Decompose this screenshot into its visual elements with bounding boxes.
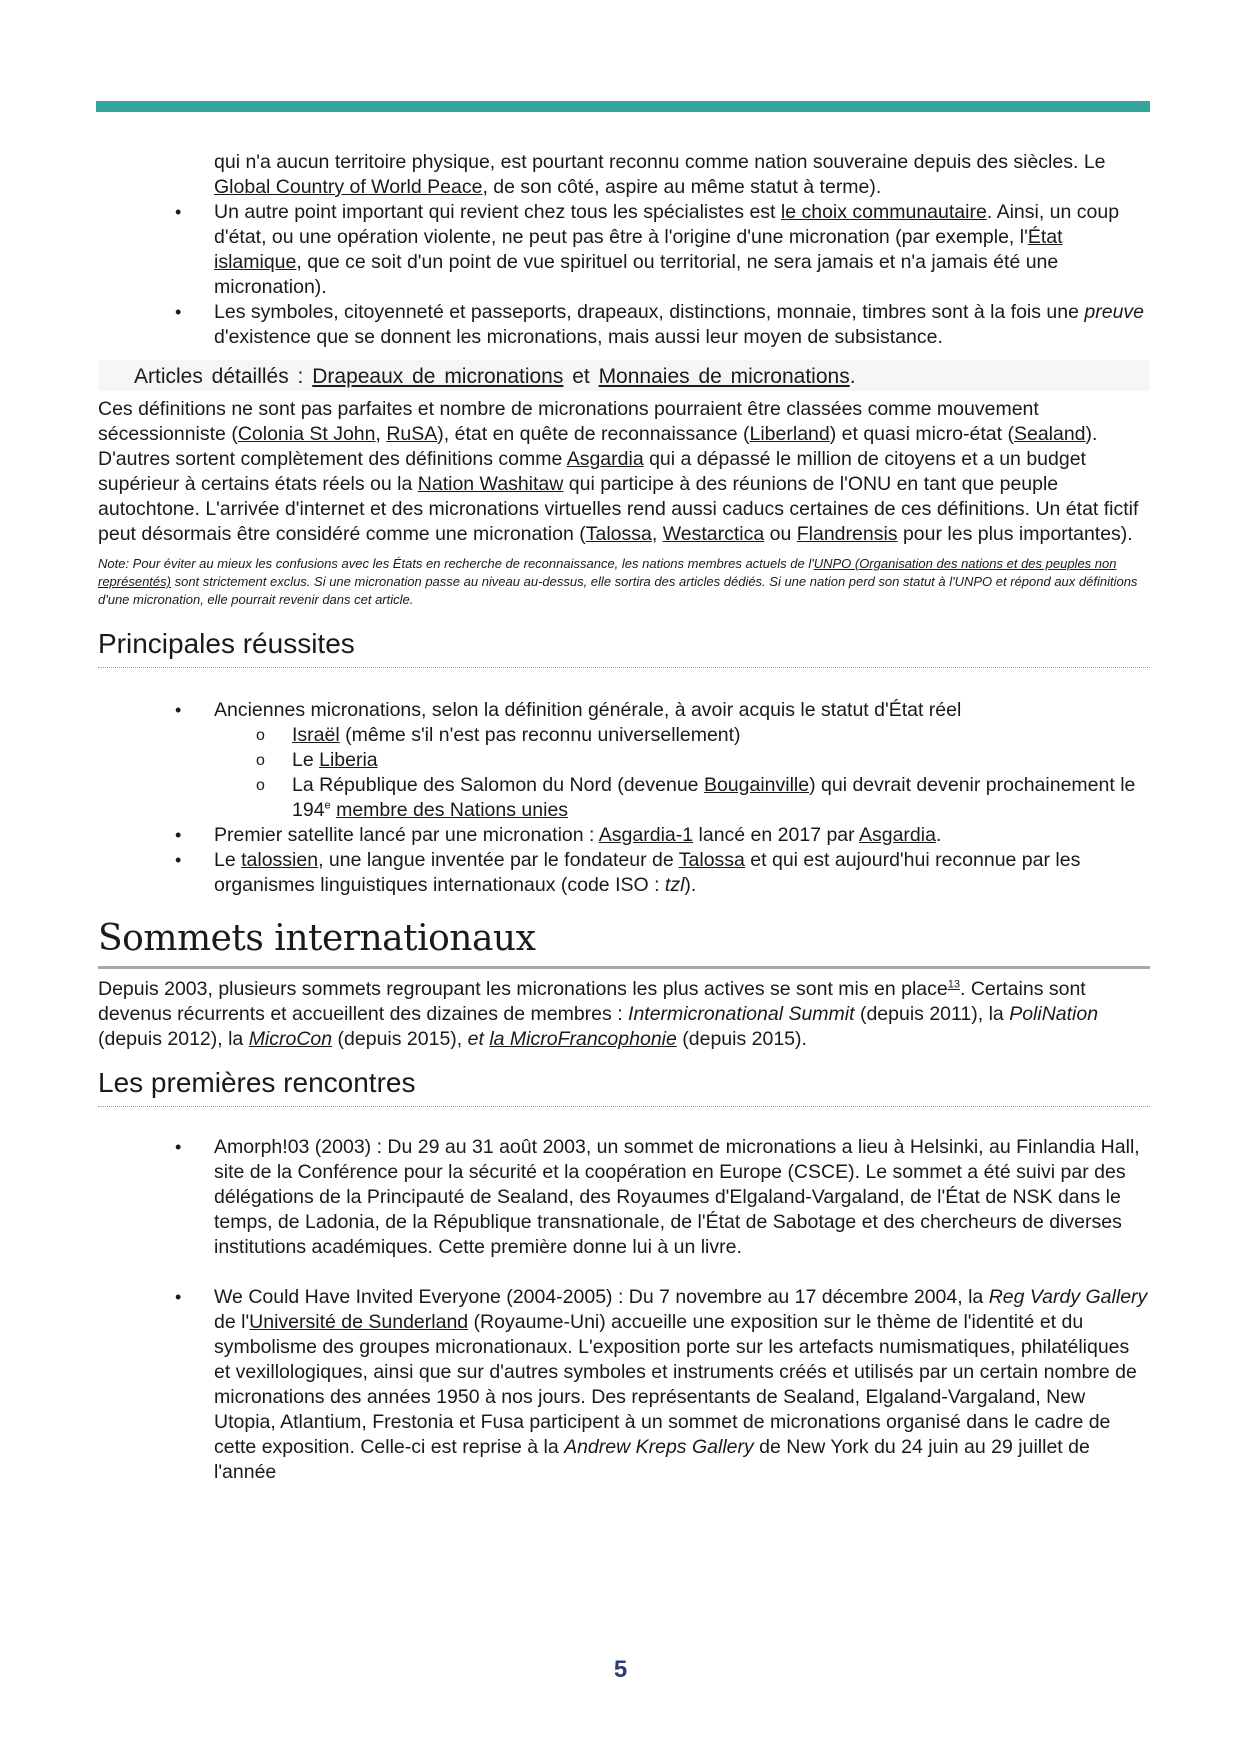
text: sont strictement exclus. Si une micronation passe au niveau au-dessus, elle sortira des articles dédiés. Si une nation perd son statut à l'UNPO et répond aux définitions d'une micronation, elle pourrait revenir dans cet article. — [98, 574, 1138, 607]
text: , que ce soit d'un point de vue spirituel ou territorial, ne sera jamais et n'a jamais été une micronation). — [214, 251, 1059, 298]
heading-sommets-internationaux: Sommets internationaux — [98, 916, 1150, 969]
text: lancé en 2017 par — [693, 824, 859, 846]
successes-list-2 — [98, 823, 1150, 898]
text: ), état en quête de reconnaissance ( — [437, 423, 750, 445]
link-nation-washitaw[interactable]: Nation Washitaw — [417, 473, 564, 495]
footnote-ref[interactable]: 13 — [947, 978, 960, 991]
link-colonia-st-john[interactable]: Colonia St John — [237, 423, 376, 445]
list-item — [178, 748, 1150, 773]
link-rusa[interactable]: RuSA — [386, 423, 438, 445]
text: Le — [214, 849, 242, 871]
text: (depuis 2012), la — [98, 1028, 249, 1050]
text-emphasis: et — [467, 1028, 490, 1050]
text: ou — [764, 523, 797, 545]
text-emphasis: preuve — [1084, 301, 1145, 323]
link-israel[interactable]: Israël — [292, 724, 340, 746]
list-item — [98, 1285, 1150, 1485]
list-item — [98, 150, 1150, 200]
link-talossien[interactable]: talossien — [241, 849, 319, 871]
text: Ces définitions ne sont pas parfaites et nombre de micronations pourraient être classées comme mouvement sécessionniste ( — [98, 398, 1039, 445]
list-item — [178, 723, 1150, 748]
note-paragraph — [98, 555, 1150, 609]
link-talossa[interactable]: Talossa — [678, 849, 745, 871]
heading-premieres-rencontres: Les premières rencontres — [98, 1066, 1150, 1107]
text: de l' — [214, 1311, 250, 1333]
link-bougainville[interactable]: Bougainville — [703, 774, 810, 796]
summits-paragraph — [98, 977, 1150, 1052]
text: (depuis 2011), la — [854, 1003, 1010, 1025]
link-universite-sunderland[interactable]: Université de Sunderland — [249, 1311, 469, 1333]
link-asgardia-1[interactable]: Asgardia-1 — [598, 824, 694, 846]
text: (depuis 2015), — [332, 1028, 468, 1050]
link-sealand[interactable]: Sealand — [1013, 423, 1086, 445]
text: . Certains sont devenus récurrents et accueillent des dizaines de membres : — [98, 978, 1086, 1025]
link-choix-communautaire[interactable]: le choix communautaire — [780, 201, 987, 223]
text: qui a dépassé le million de citoyens et a un budget supérieur à certains états réels ou la — [98, 448, 1086, 495]
detailed-label: Articles détaillés : — [134, 365, 313, 388]
link-membre-nations-unies[interactable]: membre des Nations unies — [336, 799, 569, 821]
text: (depuis 2015). — [676, 1028, 807, 1050]
text: et — [563, 365, 599, 388]
text-emphasis: tzl — [664, 874, 685, 896]
page-content — [98, 150, 1150, 1485]
detailed-articles-box — [98, 360, 1150, 391]
text-emphasis: Reg Vardy Gallery — [988, 1286, 1148, 1308]
list-item — [98, 200, 1150, 300]
text: Les symboles, citoyenneté et passeports, drapeaux, distinctions, monnaie, timbres sont à la fois une — [214, 301, 1085, 323]
text: d'existence que se donnent les micronations, mais aussi leur moyen de subsistance. — [214, 326, 943, 348]
link-westarctica[interactable]: Westarctica — [662, 523, 765, 545]
intro-list — [98, 150, 1150, 200]
text: Anciennes micronations, selon la définition générale, à avoir acquis le statut d'État réel — [214, 699, 962, 721]
text: de New York du 24 juin au 29 juillet de l'année — [214, 1436, 1090, 1483]
heading-principales-reussites: Principales réussites — [98, 627, 1150, 668]
link-global-country[interactable]: Global Country of World Peace — [214, 176, 483, 198]
text: . — [849, 365, 856, 388]
text: , — [651, 523, 663, 545]
text: Amorph!03 (2003) : Du 29 au 31 août 2003, un sommet de micronations a lieu à Helsinki, au Finlandia Hall, site de la Conférence pour la sécurité et la coopération en Europe (CSCE). Le sommet a été suivi par des délégations de la Principauté de Sealand, des Royaumes d'Elgaland-Vargaland, de l'État de NSK dans le temps, de Ladonia, de la République transnationale, de l'État de Sabotage et des chercheurs de diverses institutions académiques. Cette première donne lui à un livre. — [214, 1136, 1140, 1258]
text: , une langue inventée par le fondateur de — [318, 849, 679, 871]
list-item — [98, 848, 1150, 898]
text: ) qui devrait devenir prochainement le 194 — [292, 774, 1136, 821]
text: pour les plus importantes). — [897, 523, 1133, 545]
list-item — [98, 1135, 1150, 1260]
link-flandrensis[interactable]: Flandrensis — [796, 523, 898, 545]
text: ). D'autres sortent complètement des définitions comme — [98, 423, 1098, 470]
intro-cont-text-a: qui n'a aucun territoire physique, est pourtant reconnu comme nation souveraine depuis des siècles. Le — [214, 151, 1106, 173]
text: We Could Have Invited Everyone (2004-2005) : Du 7 novembre au 17 décembre 2004, la — [214, 1286, 989, 1308]
text-emphasis: Intermicronational Summit — [628, 1003, 855, 1025]
link-liberia[interactable]: Liberia — [319, 749, 378, 771]
text: Le — [292, 749, 320, 771]
link-liberland[interactable]: Liberland — [749, 423, 830, 445]
link-asgardia[interactable]: Asgardia — [858, 824, 936, 846]
link-asgardia[interactable]: Asgardia — [566, 448, 644, 470]
list-item — [98, 300, 1150, 350]
definitions-paragraph — [98, 397, 1150, 547]
text: La République des Salomon du Nord (devenue — [292, 774, 704, 796]
header-accent-bar — [96, 101, 1150, 112]
link-microcon[interactable]: MicroCon — [248, 1028, 333, 1050]
link-monnaies[interactable]: Monnaies de micronations — [598, 365, 850, 388]
text: . Ainsi, un coup d'état, ou une opération violente, ne peut pas être à l'origine d'une micronation (par exemple, l' — [214, 201, 1120, 248]
link-drapeaux[interactable]: Drapeaux de micronations — [312, 365, 564, 388]
text: . — [935, 824, 942, 846]
text: qui participe à des réunions de l'ONU en tant que peuple autochtone. L'arrivée d'internet et des micronations virtuelles rend aussi caducs certaines de ces définitions. Un état fictif peut désormais être considéré comme une micronation ( — [98, 473, 1139, 545]
text: Premier satellite lancé par une micronation : — [214, 824, 599, 846]
text-emphasis: PoliNation — [1009, 1003, 1099, 1025]
page-number: 5 — [613, 1656, 628, 1683]
text: (même s'il n'est pas reconnu universellement) — [339, 724, 741, 746]
successes-list — [98, 698, 1150, 723]
link-unpo[interactable]: UNPO (Organisation des nations et des peuples non représentés) — [98, 556, 1117, 589]
superscript: e — [324, 799, 331, 812]
text: (Royaume-Uni) accueille une exposition sur le thème de l'identité et du symbolisme des groupes micronationaux. L'exposition porte sur les artefacts numismatiques, philatéliques et vexillologiques, ainsi que sur d'autres symboles et instruments créés et utilisés par un certain nombre de micronations des années 1950 à nos jours. Des représentants de Sealand, Elgaland-Vargaland, New Utopia, Atlantium, Frestonia et Fusa participent à un sommet de micronations organisé dans le cadre de cette exposition. Celle-ci est reprise à la — [214, 1311, 1137, 1458]
text: Depuis 2003, plusieurs sommets regroupant les micronations les plus actives se sont mis en place — [98, 978, 948, 1000]
successes-sublist — [98, 723, 1150, 823]
text: ). — [684, 874, 697, 896]
intro-bullets — [98, 200, 1150, 350]
text: et qui est aujourd'hui reconnue par les organismes linguistiques internationaux (code ISO : — [214, 849, 1081, 896]
intro-cont-text-b: , de son côté, aspire au même statut à terme). — [482, 176, 882, 198]
link-microfrancophonie[interactable]: la MicroFrancophonie — [489, 1028, 677, 1050]
link-talossa[interactable]: Talossa — [585, 523, 652, 545]
list-item — [178, 773, 1150, 823]
text: , — [375, 423, 387, 445]
text: Un autre point important qui revient chez tous les spécialistes est — [214, 201, 781, 223]
link-etat-islamique[interactable]: État islamique — [214, 226, 1063, 273]
text: ) et quasi micro-état ( — [829, 423, 1014, 445]
first-meetings-list — [98, 1135, 1150, 1485]
text: Note: Pour éviter au mieux les confusions avec les États en recherche de reconnaissance, les nations membres actuels de l' — [98, 556, 814, 571]
text-emphasis: Andrew Kreps Gallery — [564, 1436, 754, 1458]
list-item — [98, 823, 1150, 848]
list-item — [98, 698, 1150, 723]
